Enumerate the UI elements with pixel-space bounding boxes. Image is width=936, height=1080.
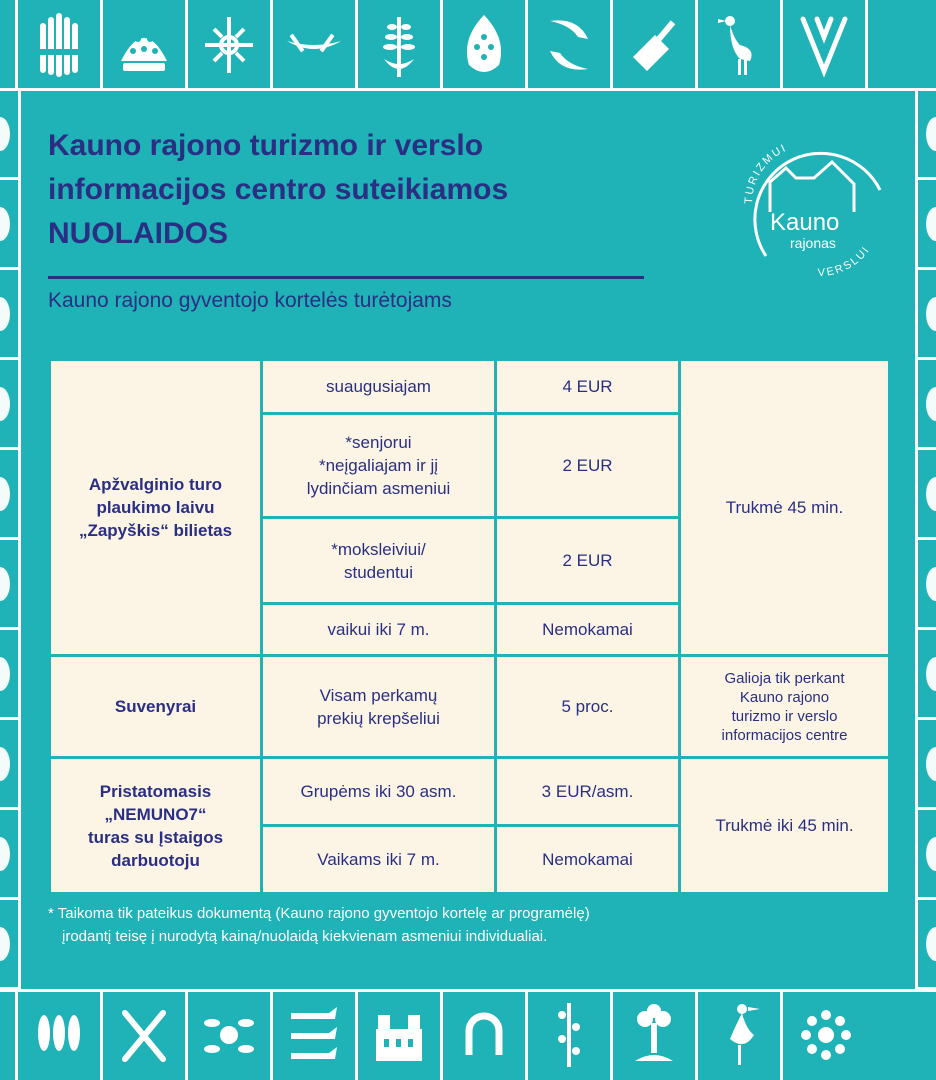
souvenir-note-line-2: Kauno rajono [739,688,830,706]
left-border-segment [0,810,18,900]
left-border-segment [0,90,18,180]
kauno-rajonas-logo [730,126,890,286]
discount-table [48,358,891,895]
title-divider [48,276,644,279]
crossed-tools-icon [103,990,188,1080]
tour-who-disabled: *neįgaliajam ir jį [318,456,439,475]
nemunas-label-cell [50,758,262,894]
title-line-2: informacijos centro suteikiamos [48,173,509,206]
right-border-segment [918,360,936,450]
souvenir-label: Suvenyrai [114,697,197,716]
souvenir-price-cell [496,656,680,758]
tour-who-cell [262,360,496,414]
sun-dots-icon [783,990,868,1080]
logo-bottom-arc-text: VERSLUI [817,243,873,280]
right-border-segment [918,540,936,630]
nemunas-who-group: Grupėms iki 30 asm. [300,782,457,801]
top-icon-border [0,0,936,90]
pinecone-icon [443,0,528,90]
logo-word-kauno: Kauno [770,209,840,236]
footnote-line-1: * Taikoma tik pateikus dokumentą (Kauno rajono gyventojo kortelę ar programėlę) [48,905,590,922]
tree-icon [613,990,698,1080]
vine-branch-icon [188,990,273,1080]
heron-icon [698,990,783,1080]
tour-price-cell [496,518,680,604]
tour-duration: Trukmė 45 min. [725,498,844,517]
nemunas-who-child: Vaikams iki 7 m. [317,850,440,869]
table-row [50,758,890,826]
footnote [48,902,828,948]
right-border-segment [918,180,936,270]
tour-who-student: studentui [344,562,413,582]
cross-ornament-icon [188,0,273,90]
table-row [50,656,890,758]
souvenir-price: 5 proc. [561,697,614,716]
left-icon-border [0,90,18,990]
tour-who-companion: lydinčiam asmeniui [306,479,451,498]
footnote-line-2: įrodantį teisę į nurodytą kainą/nuolaidą kiekvienam asmeniui individualiai. [62,928,548,945]
tour-who-child: vaikui iki 7 m. [327,620,430,639]
nemunas-who-cell [262,758,496,826]
nemunas-label-line-3: turas su Įstaigos [87,827,224,847]
bottom-icon-border [0,990,936,1080]
souvenir-label-cell [50,656,262,758]
nemunas-label-line-1: Pristatomasis [99,781,212,801]
oak-leaves-icon [18,990,103,1080]
edge-cell [0,0,18,90]
logo-word-rajonas: rajonas [790,235,836,251]
table-row [50,360,890,414]
nemunas-duration-cell [680,758,890,894]
castle-icon [358,990,443,1080]
frame-right-line [915,88,918,992]
grape-vine-icon [528,990,613,1080]
logo-top-arc-text: TURIZMUI [742,141,790,205]
nemunas-price-group: 3 EUR/asm. [541,782,634,801]
tour-price-cell [496,414,680,518]
nemunas-price-child: Nemokamai [542,850,633,869]
right-border-segment [918,630,936,720]
title-line-3: NUOLAIDOS [48,217,228,250]
right-border-segment [918,900,936,990]
stork-icon [698,0,783,90]
tour-who-cell [262,518,496,604]
tour-price-cell [496,360,680,414]
tour-label: Apžvalginio turo plaukimo laivu „Zapyškis“ bilietas [78,475,233,540]
nemunas-who-cell [262,826,496,894]
left-border-segment [0,900,18,990]
souvenir-who-line-1: Visam perkamų [319,685,438,705]
frame-top-line [0,88,936,91]
souvenir-who-line-2: prekių krepšeliui [317,708,440,728]
right-border-segment [918,270,936,360]
tour-who-pupil: *moksleiviui/ [331,539,426,559]
right-border-segment [918,810,936,900]
tour-price-cell [496,604,680,656]
title-line-1: Kauno rajono turizmo ir verslo [48,129,484,162]
right-icon-border [918,90,936,990]
tour-duration-cell [680,360,890,656]
nemunas-label-line-2: „NEMUNO7“ [104,804,207,824]
tour-who-adult: suaugusiajam [326,377,431,396]
left-border-segment [0,360,18,450]
tour-price-adult: 4 EUR [562,377,613,396]
axe-icon [613,0,698,90]
fish-pair-icon [528,0,613,90]
tour-label-cell [50,360,262,656]
forked-tool-icon [783,0,868,90]
page-subtitle: Kauno rajono gyventojo kortelės turėtojams [48,289,452,312]
souvenir-note-line-1: Galioja tik perkant [724,669,845,687]
flower-spike-icon [358,0,443,90]
frame-left-line [18,88,21,992]
left-border-segment [0,720,18,810]
right-border-segment [918,450,936,540]
souvenir-note-cell [680,656,890,758]
souvenir-note-line-4: informacijos centre [721,726,848,744]
tour-price-student: 2 EUR [562,551,613,570]
canoe-icon [273,0,358,90]
tour-who-cell [262,604,496,656]
nemunas-price-cell [496,758,680,826]
right-border-segment [918,720,936,810]
crown-icon [103,0,188,90]
wheat-sheaf-icon [18,0,103,90]
souvenir-note-line-3: turizmo ir verslo [731,707,838,725]
left-border-segment [0,270,18,360]
left-border-segment [0,540,18,630]
tour-price-child: Nemokamai [542,620,633,639]
nemunas-duration: Trukmė iki 45 min. [715,816,854,835]
edge-cell [0,990,18,1080]
tour-who-cell [262,414,496,518]
tour-who-senior: *senjorui [345,433,412,452]
left-border-segment [0,450,18,540]
horseshoe-icon [443,990,528,1080]
right-border-segment [918,90,936,180]
nemunas-price-cell [496,826,680,894]
nemunas-label-line-4: darbuotoju [111,850,200,870]
left-border-segment [0,630,18,720]
souvenir-who-cell [262,656,496,758]
tour-price-senior: 2 EUR [562,456,613,475]
left-border-segment [0,180,18,270]
foxes-icon [273,990,358,1080]
page-title [48,124,668,256]
